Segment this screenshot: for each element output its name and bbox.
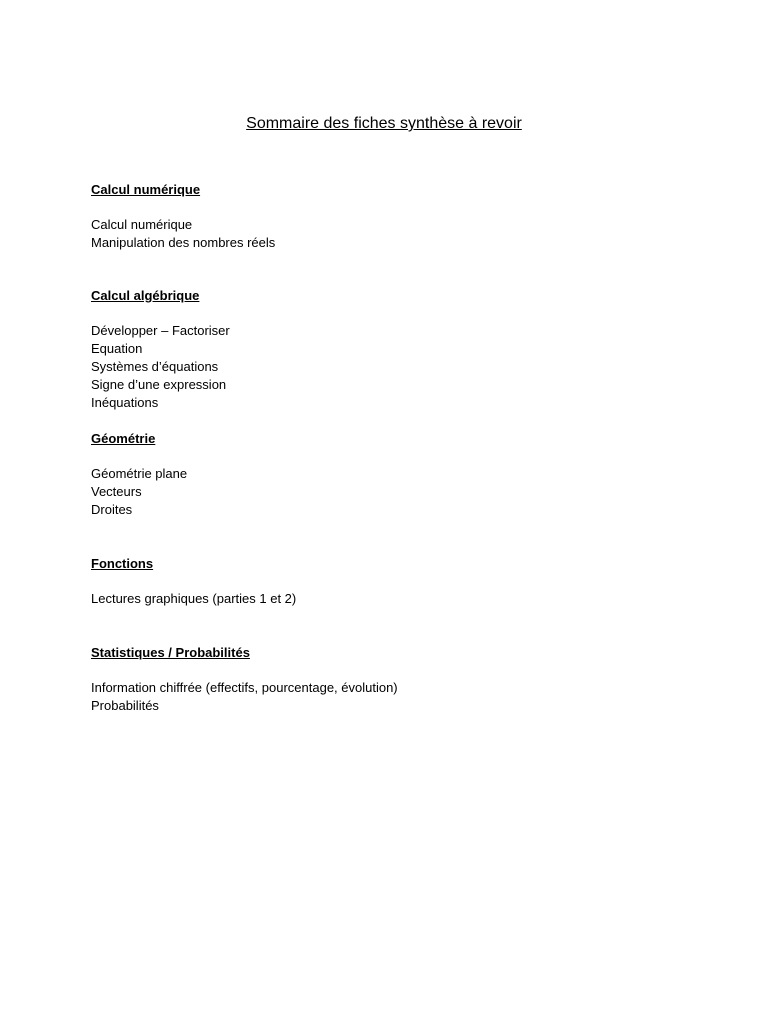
list-item: Vecteurs [91,484,142,499]
section-heading: Calcul numérique [91,182,201,197]
section-heading: Statistiques / Probabilités [91,645,250,660]
section-fonctions [91,555,691,608]
list-item: Lectures graphiques (parties 1 et 2) [91,591,297,606]
list-item: Probabilités [91,698,159,713]
section-calcul-algebrique [91,287,691,412]
list-item: Calcul numérique [91,217,193,232]
list-item: Inéquations [91,395,159,410]
list-item: Manipulation des nombres réels [91,235,276,250]
list-item: Développer – Factoriser [91,323,230,338]
section-heading: Fonctions [91,556,154,571]
list-item: Droites [91,502,133,517]
page-title: Sommaire des fiches synthèse à revoir [246,115,522,132]
section-heading: Calcul algébrique [91,288,200,303]
list-item: Information chiffrée (effectifs, pourcentage, évolution) [91,680,398,695]
list-item: Systèmes d’équations [91,359,219,374]
section-statistiques-probabilites [91,644,691,715]
section-heading: Géométrie [91,431,156,446]
section-geometrie [91,430,691,519]
list-item: Equation [91,341,143,356]
list-item: Géométrie plane [91,466,188,481]
section-calcul-numerique [91,181,691,252]
list-item: Signe d’une expression [91,377,227,392]
